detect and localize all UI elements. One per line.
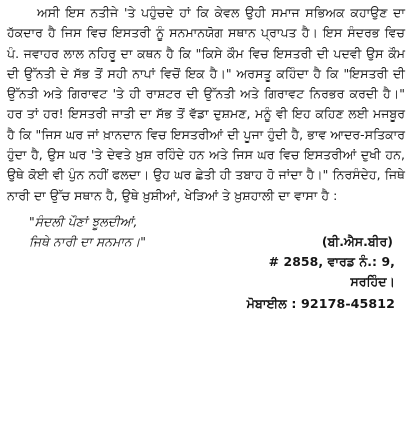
verse-row: [29, 232, 405, 252]
address-line-1: # 2858, ਵਾਰਡ ਨੰ.: 9,: [268, 253, 395, 269]
letter-body: ਅਸੀ ਇਸ ਨਤੀਜੇ 'ਤੇ ਪਹੁੰਚਦੇ ਹਾਂ ਕਿ ਕੇਵਲ ਉਹੀ ਸਮਾਜ ਸਭਿਅਕ ਕਹਾਉਣ ਦਾ ਹੱਕਦਾਰ ਹੈ ਜਿਸ ਵਿਚ ਇਸਤਰੀ ਨੂੰ ਸਨਮਾਨਯੋਗ ਸਥਾਨ ਪ੍ਰਾਪਤ ਹੈ। ਇਸ ਸੰਦਰਭ ਵਿਚ ਪੰ. ਜਵਾਹਰ ਲਾਲ ਨਹਿਰੂ ਦਾ ਕਥਨ ਹੈ ਕਿ "ਕਿਸੇ ਕੌਮ ਵਿਚ ਇਸਤਰੀ ਦੀ ਪਦਵੀ ਉਸ ਕੌਮ ਦੀ ਉੱਨਤੀ ਦੇ ਸੱਭ ਤੋਂ ਸਹੀ ਨਾਪਾਂ ਵਿਚੋਂ ਇਕ ਹੈ।" ਅਰਸਤੂ ਕਹਿੰਦਾ ਹੈ ਕਿ "ਇਸਤਰੀ ਦੀ ਉੱਨਤੀ ਅਤੇ ਗਿਰਾਵਟ 'ਤੇ ਹੀ ਰਾਸ਼ਟਰ ਦੀ ਉੱਨਤੀ ਅਤੇ ਗਿਰਾਵਟ ਨਿਰਭਰ ਕਰਦੀ ਹੈ।" ਹਰ ਤਾਂ ਹਰ! ਇਸਤਰੀ ਜਾਤੀ ਦਾ ਸੱਭ ਤੋਂ ਵੱਡਾ ਦੁਸ਼ਮਣ, ਮਨੂੰ ਵੀ ਇਹ ਕਹਿਣ ਲਈ ਮਜਬੂਰ ਹੈ ਕਿ "ਜਿਸ ਘਰ ਜਾਂ ਖ਼ਾਨਦਾਨ ਵਿਚ ਇਸਤਰੀਆਂ ਦੀ ਪੂਜਾ ਹੁੰਦੀ ਹੈ, ਭਾਵ ਆਦਰ-ਸਤਿਕਾਰ ਹੁੰਦਾ ਹੈ, ਉਸ ਘਰ 'ਤੇ ਦੇਵਤੇ ਖ਼ੁਸ਼ ਰਹਿੰਦੇ ਹਨ ਅਤੇ ਜਿਸ ਘਰ ਵਿਚ ਇਸਤਰੀਆਂ ਦੁਖੀ ਹਨ, ਉਥੇ ਕੋਈ ਵੀ ਪੁੰਨ ਨਹੀਂ ਫਲਦਾ। ਉਹ ਘਰ ਛੇਤੀ ਹੀ ਤਬਾਹ ਹੋ ਜਾਂਦਾ ਹੈ।" ਨਿਰਸੰਦੇਹ, ਜਿਥੇ ਨਾਰੀ ਦਾ ਉੱਚ ਸਥਾਨ ਹੈ, ਉਥੇ ਖ਼ੁਸ਼ੀਆਂ, ਖੇੜਿਆਂ ਤੇ ਖ਼ੁਸ਼ਹਾਲੀ ਦਾ ਵਾਸਾ ਹੈ :: [7, 5, 405, 203]
verse-line-1: "ਸੰਦਲੀ ਪੌਣਾਂ ਝੂਲਦੀਆਂ,: [29, 213, 138, 229]
verse-quote: [7, 212, 405, 252]
author-address: [7, 252, 405, 292]
author-name: (ਬੀ.ਐਸ.ਬੀਰ): [321, 233, 393, 249]
verse-line-2: ਜਿਥੇ ਨਾਰੀ ਦਾ ਸਨਮਾਨ।": [29, 233, 147, 249]
mobile-number: ਮੋਬਾਈਲ : 92178-45812: [246, 295, 395, 311]
address-line-2: ਸਰਹਿੰਦ।: [350, 273, 395, 289]
